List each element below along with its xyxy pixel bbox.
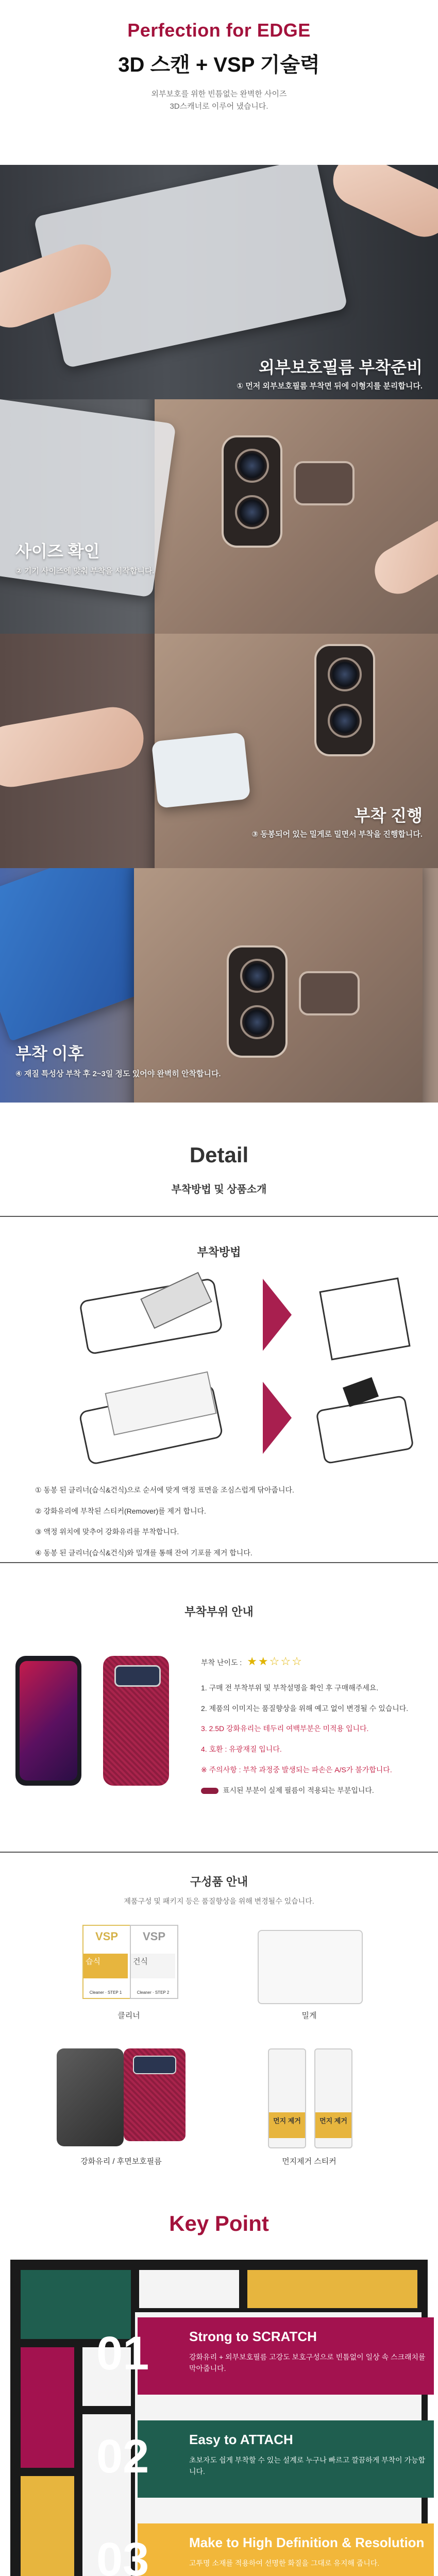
hero-kicker: Perfection for EDGE xyxy=(127,20,311,41)
camera-lens-icon xyxy=(235,449,269,483)
keypoint-band xyxy=(96,2420,434,2498)
detail-subtitle: 부착방법 및 상품소개 xyxy=(171,1184,267,1195)
legend-row xyxy=(201,1781,408,1801)
step-title: 사이즈 확인 xyxy=(15,542,100,561)
wet-cleaner-pouch xyxy=(82,1925,131,1999)
fingerprint-sensor-image xyxy=(299,971,360,1015)
camera-module-image xyxy=(314,644,375,756)
hero-header xyxy=(0,0,438,165)
pouch-badge: Cleaner · STEP 1 xyxy=(89,1990,122,1995)
section-title: 부착방법 xyxy=(197,1246,241,1259)
grid-cell xyxy=(135,2266,243,2312)
step-panel-size xyxy=(0,399,438,634)
step-description: ③ 동봉되어 있는 밀게로 밀면서 부착을 진행합니다. xyxy=(251,830,423,839)
section-title: 구성품 안내 xyxy=(190,1875,248,1888)
parts-notes xyxy=(201,1646,408,1801)
keypoint-title: Key Point xyxy=(169,2211,269,2235)
camera-lens-icon xyxy=(235,495,269,529)
grid-cell xyxy=(16,2472,78,2576)
keypoint-text: 고투명 소재를 적용하여 선명한 화질을 그대로 유지해 줍니다. xyxy=(189,2559,380,2567)
fingerprint-sensor-image xyxy=(294,461,355,505)
keypoint-number: 02 xyxy=(96,2430,149,2483)
grid-cell xyxy=(16,2343,78,2472)
keypoint-number: 03 xyxy=(96,2533,149,2576)
phone-back-coverage-image xyxy=(103,1656,169,1786)
method-step: ① 동봉 된 클리너(습식&건식)으로 순서에 맞게 액정 표면을 조심스럽게 닦아줍니다. xyxy=(35,1486,294,1494)
arrow-icon xyxy=(263,1279,292,1351)
method-step: ④ 동봉 된 클리너(습식&건식)와 밀개를 통해 잔여 기포를 제거 합니다. xyxy=(35,1548,252,1557)
parts-note: 2. 제품의 이미지는 품질향상을 위해 예고 없이 변경될 수 있습니다. xyxy=(201,1704,409,1713)
pouch-label: 건식 xyxy=(131,1954,175,1978)
keypoint-text: 강화유리 + 외부보호필름 고강도 보호구성으로 빈틈없이 일상 속 스크래치를 막아줍니다. xyxy=(189,2353,426,2373)
step-illustration-squeegee xyxy=(309,1371,412,1464)
step-illustration-place xyxy=(72,1371,237,1464)
camera-lens-icon xyxy=(240,959,274,993)
step-panel-attach xyxy=(0,634,438,868)
step-panel-prepare xyxy=(0,165,438,399)
step-illustration-remover xyxy=(309,1274,412,1361)
method-step: ② 강화유리에 부착된 스티커(Remover)를 제거 합니다. xyxy=(35,1506,206,1515)
keypoint-text: 초보자도 쉽게 부착할 수 있는 설계로 누구나 빠르고 깔끔하게 부착이 가능합니다. xyxy=(189,2456,426,2476)
keypoint-heading: Make to High Definition & Resolution xyxy=(189,2535,425,2550)
camera-lens-icon xyxy=(240,1005,274,1039)
component-caption: 클리너 xyxy=(117,2011,140,2020)
components-section xyxy=(0,1853,438,2193)
hero-subtitle-line: 3D스캐너로 이루어 냈습니다. xyxy=(170,102,268,111)
keypoint-grid xyxy=(10,2260,428,2576)
detail-title: Detail xyxy=(189,1143,249,1167)
dust-sticker-image xyxy=(314,2048,352,2148)
pouch-brand: VSP xyxy=(142,1930,166,1943)
camera-lens-icon xyxy=(328,704,362,738)
component-caption: 먼지제거 스티커 xyxy=(282,2157,336,2166)
camera-module-image xyxy=(222,435,282,548)
phone-back-image xyxy=(155,399,438,634)
difficulty-rating xyxy=(201,1646,408,1678)
phone-front-image xyxy=(15,1656,81,1786)
method-step: ③ 액정 위치에 맞추어 강화유리를 부착합니다. xyxy=(35,1528,179,1536)
coverage-legend-icon xyxy=(201,1788,218,1794)
hand-image xyxy=(325,165,438,245)
components-note: 제품구성 및 패키지 등은 품질향상을 위해 변경될수 있습니다. xyxy=(124,1897,314,1905)
parts-note: 4. 호환 : 유광재질 입니다. xyxy=(201,1745,282,1754)
parts-note: 3. 2.5D 강화유리는 테두리 여백부분은 미적용 입니다. xyxy=(201,1724,369,1733)
parts-notes-list xyxy=(201,1678,408,1781)
squeegee-image xyxy=(258,1930,363,2004)
keypoint-heading: Strong to SCRATCH xyxy=(189,2329,317,2344)
star-rating-icon: ★★☆☆☆ xyxy=(247,1655,303,1668)
section-title: 부착부위 안내 xyxy=(184,1605,254,1618)
component-caption: 밀게 xyxy=(301,2011,317,2020)
keypoint-band xyxy=(96,2523,434,2576)
hero-title: 3D 스캔 + VSP 기술력 xyxy=(118,54,320,76)
dust-sticker-image xyxy=(268,2048,306,2148)
step-panel-complete xyxy=(0,868,438,1103)
step-description: ② 기기 사이즈에 맞춰 부착을 시작합니다. xyxy=(15,567,155,575)
detail-header xyxy=(0,1103,438,1216)
squeegee-card-image xyxy=(151,732,251,808)
grid-cell xyxy=(243,2266,422,2312)
method-steps-list xyxy=(35,1480,294,1563)
difficulty-label: 부착 난이도 : xyxy=(201,1658,242,1667)
cleaner-image xyxy=(77,1925,180,2002)
step-title: 부착 이후 xyxy=(15,1044,84,1063)
hero-subtitle-line: 외부보호를 위한 빈틈없는 완벽한 사이즈 xyxy=(151,90,287,98)
pouch-brand: VSP xyxy=(95,1930,119,1943)
method-section xyxy=(0,1217,438,1562)
arrow-icon xyxy=(263,1382,292,1454)
keypoint-section xyxy=(0,2193,438,2576)
parts-note: ※ 주의사항 : 부착 과정중 발생되는 파손은 A/S가 불가합니다. xyxy=(201,1766,392,1774)
phone-screen-image xyxy=(20,1661,77,1781)
keypoint-number: 01 xyxy=(96,2327,149,2380)
coverage-legend-text: 표시된 부분이 실제 필름이 적용되는 부분입니다. xyxy=(223,1786,374,1795)
hand-image xyxy=(0,702,148,792)
component-caption: 강화유리 / 후면보호필름 xyxy=(80,2157,162,2166)
step-title: 부착 진행 xyxy=(354,806,423,825)
step-description: ④ 재질 특성상 부착 후 2~3일 정도 있어야 완벽히 안착합니다. xyxy=(15,1070,221,1078)
parts-section xyxy=(0,1563,438,1852)
step-illustration-clean xyxy=(72,1274,237,1351)
keypoint-band xyxy=(96,2317,434,2395)
pouch-label: 습식 xyxy=(83,1954,128,1978)
camera-lens-icon xyxy=(328,657,362,691)
sticker-label: 먼지 제거 xyxy=(269,2112,305,2138)
dry-cleaner-pouch xyxy=(130,1925,178,1999)
sticker-label: 먼지 제거 xyxy=(315,2112,351,2138)
camera-module-image xyxy=(227,945,288,1058)
hero-subtitle xyxy=(0,88,438,113)
pouch-badge: Cleaner · STEP 2 xyxy=(137,1990,170,1995)
tempered-glass-image xyxy=(57,2048,124,2146)
keypoint-heading: Easy to ATTACH xyxy=(189,2432,293,2447)
step-description: ① 먼저 외부보호필름 부착면 뒤에 이형지를 분리합니다. xyxy=(237,382,423,391)
parts-note: 1. 구매 전 부착부위 및 부착설명을 확인 후 구매해주세요. xyxy=(201,1683,379,1692)
step-title: 외부보호필름 부착준비 xyxy=(258,358,423,377)
back-film-image xyxy=(124,2048,186,2141)
